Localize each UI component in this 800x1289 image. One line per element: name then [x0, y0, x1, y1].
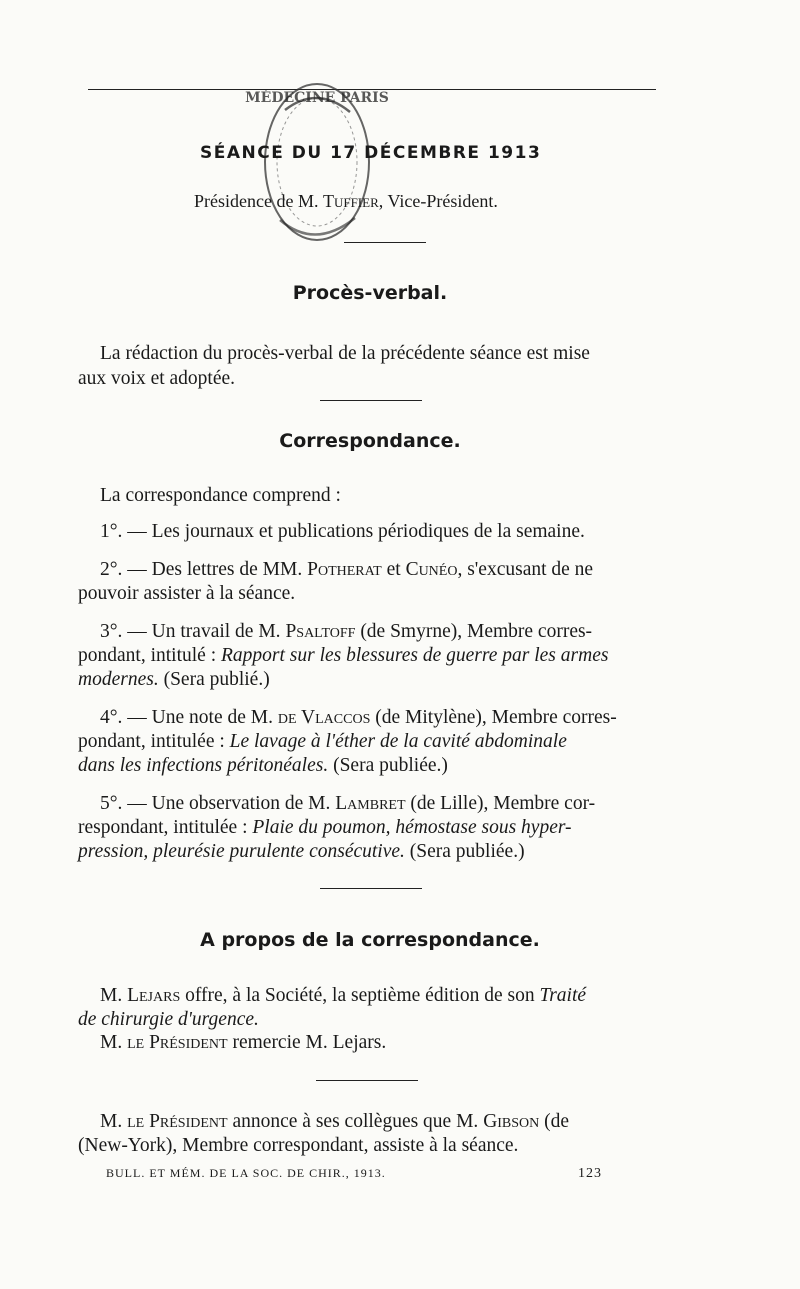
correspondance-item-5-line2: [78, 816, 572, 840]
divider-1: [320, 400, 422, 401]
correspondance-intro: La correspondance comprend :: [100, 485, 341, 506]
item2-name-2: Cunéo: [405, 559, 458, 580]
item4-title-part1: Le lavage à l'éther de la cavité abdominale: [229, 731, 567, 752]
proces-verbal-line2: aux voix et adoptée.: [78, 368, 236, 389]
apropos-p1-name: Lejars: [127, 985, 181, 1006]
correspondance-item-4-line2: [78, 730, 567, 754]
apropos-p1: [100, 984, 586, 1008]
announcement-line1: [100, 1110, 569, 1134]
item4-status: (Sera publiée.): [328, 755, 448, 776]
apropos-p2-text: remercie M. Lejars.: [227, 1032, 387, 1053]
apropos-p2-prefix: M.: [100, 1032, 128, 1053]
apropos-p1-text: offre, à la Société, la septième édition de son: [180, 985, 540, 1006]
presidency-line: [194, 189, 498, 213]
presidency-suffix: , Vice-Président.: [378, 191, 498, 211]
running-footer: BULL. ET MÉM. DE LA SOC. DE CHIR., 1913.: [106, 1166, 386, 1180]
announce-text: annonce à ses collègues que M.: [227, 1111, 484, 1132]
item3-line2-prefix: pondant, intitulé :: [78, 645, 221, 666]
correspondance-item-4: [100, 706, 617, 730]
stamp-text: MÉDECINE PARIS: [245, 90, 389, 106]
item2-mid: et: [381, 559, 406, 580]
correspondance-item-5: [100, 792, 595, 816]
library-stamp: [245, 80, 389, 250]
announce-name-2: Gibson: [483, 1111, 540, 1132]
item5-status: (Sera publiée.): [404, 841, 525, 862]
item5-suffix: (de Lille), Membre cor-: [405, 793, 596, 814]
item5-title-part2: pression, pleurésie purulente consécutive.: [78, 841, 405, 862]
apropos-p1-title-part2: de chirurgie d'urgence.: [78, 1009, 259, 1030]
item4-line2-prefix: pondant, intitulée :: [78, 731, 230, 752]
item5-title-part1: Plaie du poumon, hémostase sous hyper-: [252, 817, 572, 838]
heading-proces-verbal: Procès-verbal.: [292, 282, 448, 304]
announce-suffix: (de: [539, 1111, 570, 1132]
apropos-p1-line2: [78, 1008, 259, 1032]
announcement-line2: (New-York), Membre correspondant, assiste à la séance.: [78, 1135, 519, 1156]
proces-verbal-line1: La rédaction du procès-verbal de la précédente séance est mise: [100, 343, 590, 364]
correspondance-item-1: 1°. — Les journaux et publications périodiques de la semaine.: [100, 521, 585, 542]
session-title: SÉANCE DU 17 DÉCEMBRE 1913: [200, 143, 542, 163]
correspondance-item-3-line3: [78, 668, 270, 692]
item2-name-1: Potherat: [307, 559, 382, 580]
item3-name: Psaltoff: [285, 621, 356, 642]
announce-name-1: le Président: [127, 1111, 228, 1132]
apropos-p2-name: le Président: [127, 1032, 228, 1053]
presidency-prefix: Présidence de M.: [194, 191, 323, 211]
item4-title-part2: dans les infections péritonéales.: [78, 755, 329, 776]
divider-2: [320, 888, 422, 889]
president-name: Tuffier: [322, 191, 379, 211]
page-number: 123: [578, 1166, 602, 1181]
item4-name: de Vlaccos: [277, 707, 371, 728]
announce-prefix: M.: [100, 1111, 128, 1132]
item5-name: Lambret: [335, 793, 406, 814]
heading-a-propos: A propos de la correspondance.: [200, 929, 540, 951]
divider-3: [316, 1080, 418, 1081]
apropos-p2: [100, 1031, 386, 1055]
item3-prefix: 3°. — Un travail de M.: [100, 621, 286, 642]
correspondance-item-3-line2: [78, 644, 608, 668]
item2-suffix: , s'excusant de ne: [457, 559, 594, 580]
correspondance-item-4-line3: [78, 754, 448, 778]
item4-prefix: 4°. — Une note de M.: [100, 707, 278, 728]
item3-suffix: (de Smyrne), Membre corres-: [355, 621, 593, 642]
item3-status: (Sera publié.): [158, 669, 270, 690]
heading-correspondance: Correspondance.: [279, 430, 461, 452]
apropos-p1-prefix: M.: [100, 985, 128, 1006]
session-rule: [344, 242, 426, 243]
correspondance-item-3: [100, 620, 592, 644]
item3-title-part1: Rapport sur les blessures de guerre par les armes: [220, 645, 609, 666]
item5-line2-prefix: respondant, intitulée :: [78, 817, 253, 838]
correspondance-item-5-line3: [78, 840, 525, 864]
item5-prefix: 5°. — Une observation de M.: [100, 793, 336, 814]
item2-prefix: 2°. — Des lettres de MM.: [100, 559, 308, 580]
correspondance-item-2: [100, 558, 593, 582]
correspondance-item-2-line2: pouvoir assister à la séance.: [78, 583, 296, 604]
item3-title-part2: modernes.: [78, 669, 159, 690]
item4-suffix: (de Mitylène), Membre corres-: [370, 707, 617, 728]
apropos-p1-title-part1: Traité: [539, 985, 587, 1006]
